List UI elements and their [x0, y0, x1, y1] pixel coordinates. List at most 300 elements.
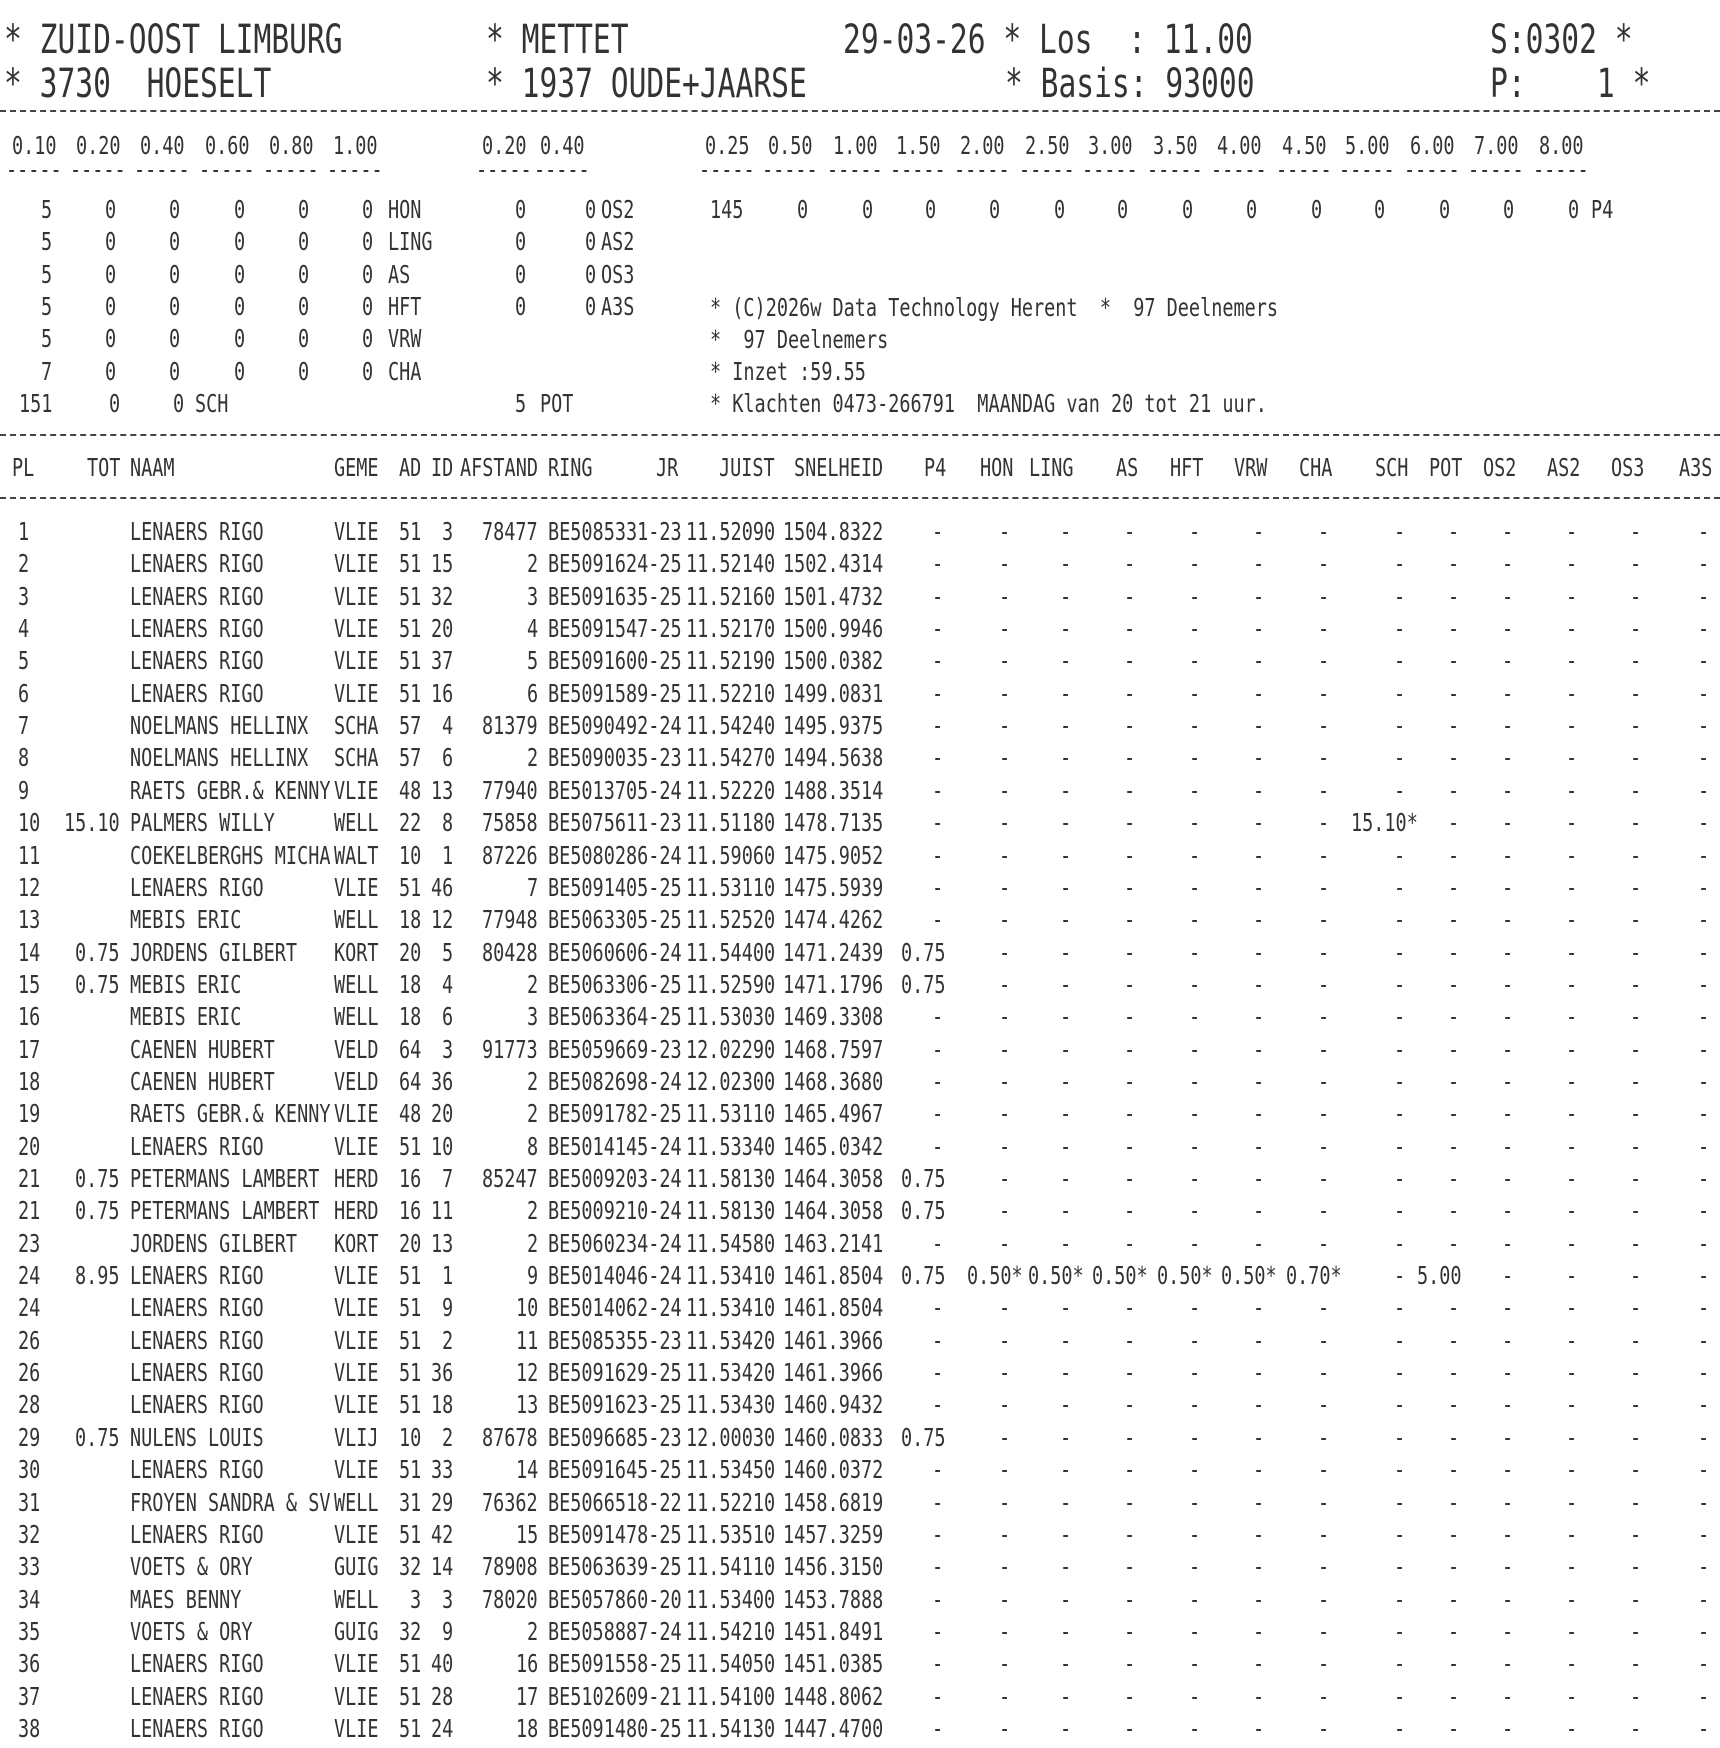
table-cell: 15 — [18, 969, 41, 999]
table-cell: 18 — [398, 1002, 421, 1032]
table-cell: LENAERS RIGO — [130, 1681, 264, 1711]
table-cell: 9 — [526, 1261, 538, 1291]
table-cell: - — [1630, 840, 1642, 870]
table-cell: - — [1060, 1390, 1072, 1420]
stake-count: 0 — [514, 195, 526, 224]
stake-count: 0 — [233, 259, 245, 289]
region-name: ZUID-OOST LIMBURG — [39, 17, 343, 63]
table-cell: - — [1124, 1228, 1136, 1258]
table-cell: - — [1189, 1164, 1201, 1193]
table-cell: - — [932, 872, 944, 902]
table-cell: - — [1394, 581, 1406, 611]
table-cell: - — [1394, 678, 1406, 708]
table-cell: - — [1448, 808, 1460, 838]
table-cell: 5 — [441, 937, 453, 967]
table-cell: - — [1566, 1131, 1578, 1161]
table-cell: - — [1253, 517, 1265, 546]
table-cell: 87226 — [482, 840, 538, 870]
table-cell: - — [1318, 1228, 1330, 1258]
note-line: * (C)2026w Data Technology Herent * 97 Deelnemers — [710, 293, 1279, 322]
stake-label: AS — [388, 259, 411, 289]
table-cell: BE5102609-21 — [548, 1681, 682, 1711]
table-cell: 1 — [441, 840, 453, 870]
table-cell: 21 — [18, 1196, 41, 1226]
table-cell: - — [1189, 840, 1201, 870]
note-line: * Inzet :59.55 — [710, 357, 866, 386]
table-cell: 51 — [398, 1261, 421, 1291]
table-cell: - — [1394, 1422, 1406, 1452]
table-cell: - — [1502, 872, 1514, 902]
table-cell: - — [1698, 840, 1710, 870]
table-cell: - — [1124, 646, 1136, 676]
table-cell: 29 — [430, 1487, 453, 1517]
table-cell: - — [1124, 743, 1136, 773]
table-cell: - — [1502, 1649, 1514, 1679]
stake-count: 0 — [514, 291, 526, 321]
table-cell: - — [1394, 1293, 1406, 1323]
table-cell: - — [1060, 678, 1072, 708]
header-underline: ----- — [954, 155, 1010, 184]
table-cell: - — [1318, 1099, 1330, 1129]
table-cell: - — [1318, 1681, 1330, 1711]
table-cell: 32 — [398, 1616, 421, 1646]
table-cell: - — [1448, 1519, 1460, 1549]
table-cell: - — [932, 1584, 944, 1614]
stake-count: 0 — [104, 195, 116, 224]
stake-count: 0 — [297, 291, 309, 321]
table-cell: VLIE — [334, 1455, 379, 1485]
table-cell: 51 — [398, 1649, 421, 1679]
table-cell: - — [1253, 1293, 1265, 1323]
table-cell: - — [1502, 1196, 1514, 1226]
stake-label: OS3 — [601, 259, 635, 289]
table-cell: WELL — [334, 969, 379, 999]
table-cell: 5 — [526, 646, 538, 676]
table-cell: - — [999, 517, 1011, 546]
table-cell: - — [1394, 1358, 1406, 1388]
table-cell: - — [1253, 1131, 1265, 1161]
column-header: CHA — [1298, 453, 1332, 482]
table-cell: - — [1189, 711, 1201, 741]
table-cell: - — [932, 1487, 944, 1517]
table-cell: - — [999, 1390, 1011, 1420]
table-cell: - — [1566, 1261, 1578, 1291]
table-cell: 1465.4967 — [782, 1099, 883, 1129]
table-cell: 11.51180 — [685, 808, 775, 838]
note-line: * 97 Deelnemers — [710, 325, 889, 354]
table-cell: 1495.9375 — [782, 711, 883, 741]
table-cell: - — [1318, 1584, 1330, 1614]
table-cell: LENAERS RIGO — [130, 1261, 264, 1291]
table-cell: - — [1698, 872, 1710, 902]
table-cell: 3 — [441, 1034, 453, 1064]
table-cell: - — [1448, 1649, 1460, 1679]
table-cell: HERD — [334, 1196, 379, 1226]
table-cell: - — [932, 517, 944, 546]
table-cell: - — [1698, 1455, 1710, 1485]
stake-count: 0 — [514, 259, 526, 289]
table-cell: PETERMANS LAMBERT — [130, 1196, 320, 1226]
table-cell: BE5063305-25 — [548, 905, 682, 935]
table-cell: BE5009203-24 — [548, 1164, 682, 1193]
table-cell: BE5091478-25 — [548, 1519, 682, 1549]
table-cell: - — [1566, 1713, 1578, 1743]
table-cell: - — [1630, 1681, 1642, 1711]
table-cell: RAETS GEBR.& KENNY — [130, 775, 331, 805]
table-cell: - — [1060, 517, 1072, 546]
table-cell: 1474.4262 — [782, 905, 883, 935]
table-cell: - — [1448, 1713, 1460, 1743]
table-cell: - — [932, 1325, 944, 1355]
table-cell: - — [1124, 1390, 1136, 1420]
column-header: A3S — [1678, 453, 1712, 482]
table-cell: - — [1566, 646, 1578, 676]
column-header: RING — [548, 453, 593, 482]
table-cell: - — [1253, 1616, 1265, 1646]
table-cell: - — [1502, 678, 1514, 708]
column-header: LING — [1029, 453, 1074, 482]
table-cell: - — [932, 1131, 944, 1161]
table-cell: 40 — [430, 1649, 453, 1679]
table-cell: - — [932, 549, 944, 579]
table-cell: - — [1566, 969, 1578, 999]
table-cell: BE5091624-25 — [548, 549, 682, 579]
table-cell: - — [1060, 581, 1072, 611]
table-cell: - — [1698, 969, 1710, 999]
table-cell: 13 — [430, 1228, 453, 1258]
table-cell: 51 — [398, 1519, 421, 1549]
table-cell: - — [1448, 1293, 1460, 1323]
table-cell: 2 — [526, 1196, 538, 1226]
table-cell: - — [1698, 517, 1710, 546]
table-cell: 1456.3150 — [782, 1552, 883, 1582]
table-cell: - — [1630, 872, 1642, 902]
table-cell: - — [1189, 1358, 1201, 1388]
table-cell: 1460.9432 — [782, 1390, 883, 1420]
table-cell: - — [1318, 517, 1330, 546]
table-cell: - — [1253, 1196, 1265, 1226]
table-cell: 77940 — [482, 775, 538, 805]
divider — [0, 497, 1720, 499]
table-cell: 1465.0342 — [782, 1131, 883, 1161]
table-cell: - — [1189, 1196, 1201, 1226]
table-cell: - — [1060, 711, 1072, 741]
table-cell: - — [1124, 1325, 1136, 1355]
table-cell: 11.53450 — [685, 1455, 775, 1485]
table-cell: - — [1502, 1390, 1514, 1420]
table-cell: LENAERS RIGO — [130, 581, 264, 611]
table-cell: 48 — [398, 1099, 421, 1129]
table-cell: 1471.1796 — [782, 969, 883, 999]
table-cell: 1461.3966 — [782, 1325, 883, 1355]
stake-count: 0 — [924, 195, 936, 224]
table-cell: - — [1060, 1034, 1072, 1064]
table-cell: 12 — [515, 1358, 538, 1388]
table-cell: NULENS LOUIS — [130, 1422, 264, 1452]
table-cell: - — [1630, 1455, 1642, 1485]
table-cell: 64 — [398, 1034, 421, 1064]
table-cell: SCHA — [334, 711, 379, 741]
stake-header: 0.10 — [11, 131, 57, 160]
table-cell: 3 — [526, 1002, 538, 1032]
stake-count: 0 — [988, 195, 1000, 224]
table-cell: - — [1124, 678, 1136, 708]
stake-count: 5 — [40, 227, 52, 257]
table-cell: - — [1566, 1455, 1578, 1485]
table-cell: - — [1253, 775, 1265, 805]
table-cell: 34 — [18, 1584, 41, 1614]
table-cell: 51 — [398, 872, 421, 902]
table-cell: 14 — [18, 937, 41, 967]
table-cell: VLIE — [334, 1325, 379, 1355]
table-cell: BE5063306-25 — [548, 969, 682, 999]
table-cell: - — [1698, 646, 1710, 676]
table-cell: 26 — [18, 1325, 41, 1355]
table-cell: - — [1566, 808, 1578, 838]
table-cell: 11.52190 — [685, 646, 775, 676]
stake-count: 0 — [1245, 195, 1257, 224]
table-cell: 51 — [398, 678, 421, 708]
table-cell: - — [1124, 905, 1136, 935]
table-cell: BE5014062-24 — [548, 1293, 682, 1323]
table-cell: BE5058887-24 — [548, 1616, 682, 1646]
table-cell: 1457.3259 — [782, 1519, 883, 1549]
table-cell: - — [1394, 1034, 1406, 1064]
table-cell: 11.54210 — [685, 1616, 775, 1646]
table-cell: 1500.0382 — [782, 646, 883, 676]
header-underline: ----- — [1468, 155, 1524, 184]
table-cell: - — [1394, 614, 1406, 644]
table-cell: - — [999, 549, 1011, 579]
stake-count: 0 — [514, 227, 526, 257]
table-cell: 11.53410 — [685, 1293, 775, 1323]
stake-label: AS2 — [601, 227, 635, 257]
table-cell: 3 — [441, 517, 453, 546]
table-cell: - — [1189, 872, 1201, 902]
table-cell: - — [1060, 905, 1072, 935]
table-cell: - — [1189, 549, 1201, 579]
table-cell: - — [1318, 905, 1330, 935]
table-cell: - — [1502, 1066, 1514, 1096]
table-cell: 51 — [398, 1713, 421, 1743]
table-cell: 1451.0385 — [782, 1649, 883, 1679]
table-cell: 0.50* — [967, 1261, 1023, 1291]
table-cell: - — [1318, 1487, 1330, 1517]
stake-count: 0 — [361, 195, 373, 224]
stake-header: 0.40 — [539, 131, 585, 160]
table-cell: - — [1630, 1519, 1642, 1549]
table-cell: - — [1253, 711, 1265, 741]
table-cell: - — [1448, 1131, 1460, 1161]
header-underline: ----- — [1211, 155, 1267, 184]
stake-header: 1.50 — [895, 131, 941, 160]
table-cell: - — [932, 743, 944, 773]
table-cell: 17 — [515, 1681, 538, 1711]
table-cell: - — [1698, 743, 1710, 773]
table-cell: 6 — [526, 678, 538, 708]
table-cell: 11.53430 — [685, 1390, 775, 1420]
table-cell: 0.75 — [901, 1196, 946, 1226]
table-cell: - — [1124, 1519, 1136, 1549]
column-header: AFSTAND — [460, 453, 538, 482]
stake-count: 0 — [168, 324, 180, 354]
table-cell: - — [999, 840, 1011, 870]
table-cell: - — [1189, 905, 1201, 935]
table-cell: FROYEN SANDRA & SV — [130, 1487, 331, 1517]
header-underline: ----- — [1339, 155, 1395, 184]
table-cell: - — [1189, 1390, 1201, 1420]
table-cell: 11.52090 — [685, 517, 775, 546]
table-cell: 20 — [430, 1099, 453, 1129]
table-cell: - — [1566, 1196, 1578, 1226]
table-cell: - — [1124, 1422, 1136, 1452]
table-cell: - — [1448, 1552, 1460, 1582]
stake-count: 0 — [1053, 195, 1065, 224]
table-cell: - — [1394, 711, 1406, 741]
table-cell: - — [1060, 1649, 1072, 1679]
table-cell: 12.02290 — [685, 1034, 775, 1064]
table-cell: - — [1124, 808, 1136, 838]
table-cell: - — [932, 775, 944, 805]
table-cell: - — [1394, 1325, 1406, 1355]
table-cell: 11.52160 — [685, 581, 775, 611]
table-cell: - — [1448, 775, 1460, 805]
divider — [0, 434, 1720, 436]
table-cell: - — [1124, 1034, 1136, 1064]
table-cell: 11.53110 — [685, 872, 775, 902]
table-cell: 11.54580 — [685, 1228, 775, 1258]
table-cell: 4 — [441, 969, 453, 999]
table-cell: - — [1698, 711, 1710, 741]
table-cell: BE5091629-25 — [548, 1358, 682, 1388]
stake-count: 0 — [297, 195, 309, 224]
table-cell: - — [1448, 1228, 1460, 1258]
table-cell: - — [932, 1455, 944, 1485]
column-header: NAAM — [130, 453, 175, 482]
table-cell: - — [1630, 937, 1642, 967]
table-cell: 11.52140 — [685, 549, 775, 579]
table-cell: - — [1060, 937, 1072, 967]
table-cell: BE5060234-24 — [548, 1228, 682, 1258]
table-cell: - — [1253, 872, 1265, 902]
stake-count: 0 — [297, 259, 309, 289]
table-cell: 5 — [18, 646, 30, 676]
table-cell: - — [1630, 1099, 1642, 1129]
stake-count: 0 — [297, 227, 309, 257]
table-cell: 48 — [398, 775, 421, 805]
table-cell: 7 — [441, 1164, 453, 1193]
table-cell: 1 — [18, 517, 30, 546]
stake-count: 0 — [297, 356, 309, 386]
table-cell: - — [1253, 678, 1265, 708]
table-cell: 1468.3680 — [782, 1066, 883, 1096]
column-header: POT — [1428, 453, 1462, 482]
table-cell: - — [1394, 549, 1406, 579]
table-cell: - — [932, 1519, 944, 1549]
table-cell: - — [999, 581, 1011, 611]
table-cell: 1453.7888 — [782, 1584, 883, 1614]
stake-count: 0 — [233, 356, 245, 386]
table-cell: 33 — [430, 1455, 453, 1485]
table-cell: - — [1448, 1034, 1460, 1064]
table-cell: - — [1566, 1487, 1578, 1517]
table-cell: - — [1394, 1164, 1406, 1193]
table-cell: - — [1189, 1422, 1201, 1452]
table-cell: 57 — [398, 711, 421, 741]
table-cell: - — [1124, 937, 1136, 967]
column-header: JR — [655, 453, 678, 482]
table-cell: - — [1566, 775, 1578, 805]
column-header: OS2 — [1482, 453, 1516, 482]
table-cell: - — [932, 1034, 944, 1064]
stake-count: 5 — [40, 291, 52, 321]
table-cell: - — [1253, 646, 1265, 676]
table-cell: - — [1394, 1261, 1406, 1291]
table-cell: 3 — [409, 1584, 421, 1614]
table-cell: 51 — [398, 614, 421, 644]
table-cell: 2 — [441, 1325, 453, 1355]
stake-count: 0 — [796, 195, 808, 224]
table-cell: BE5014046-24 — [548, 1261, 682, 1291]
table-cell: 18 — [398, 969, 421, 999]
table-cell: - — [1698, 1584, 1710, 1614]
table-cell: 9 — [18, 775, 30, 805]
table-cell: 0.75 — [75, 1196, 120, 1226]
header-underline: ----- — [327, 155, 383, 184]
table-cell: 51 — [398, 517, 421, 546]
table-cell: - — [1630, 808, 1642, 838]
table-cell: - — [1189, 1228, 1201, 1258]
table-cell: 20 — [18, 1131, 41, 1161]
table-cell: - — [1698, 1293, 1710, 1323]
stake-label: POT — [540, 388, 574, 418]
table-cell: 2 — [18, 549, 30, 579]
table-cell: 12.00030 — [685, 1422, 775, 1452]
table-cell: - — [1253, 1552, 1265, 1582]
table-cell: - — [1189, 1002, 1201, 1032]
table-cell: - — [1060, 1196, 1072, 1226]
table-cell: - — [1630, 743, 1642, 773]
table-cell: - — [1124, 1131, 1136, 1161]
table-cell: - — [1566, 1228, 1578, 1258]
table-cell: - — [932, 678, 944, 708]
table-cell: - — [1566, 1519, 1578, 1549]
table-cell: 2 — [526, 743, 538, 773]
stake-count: 145 — [709, 195, 743, 224]
column-header: ID — [430, 453, 453, 482]
table-cell: 28 — [18, 1390, 41, 1420]
table-cell: 51 — [398, 1293, 421, 1323]
table-cell: - — [1566, 1034, 1578, 1064]
table-cell: 31 — [18, 1487, 41, 1517]
stake-count: 0 — [1181, 195, 1193, 224]
table-cell: - — [1189, 1066, 1201, 1096]
table-cell: LENAERS RIGO — [130, 1519, 264, 1549]
table-cell: 0.70* — [1286, 1261, 1342, 1291]
table-cell: - — [1630, 581, 1642, 611]
table-cell: - — [1394, 969, 1406, 999]
stake-count: 5 — [514, 388, 526, 418]
table-cell: - — [1189, 1713, 1201, 1743]
table-cell: - — [999, 1228, 1011, 1258]
table-cell: 32 — [398, 1552, 421, 1582]
table-cell: 14 — [430, 1552, 453, 1582]
table-cell: VLIE — [334, 549, 379, 579]
column-header: OS3 — [1610, 453, 1644, 482]
table-cell: - — [932, 1713, 944, 1743]
table-cell: - — [1502, 1616, 1514, 1646]
table-cell: - — [1060, 1228, 1072, 1258]
